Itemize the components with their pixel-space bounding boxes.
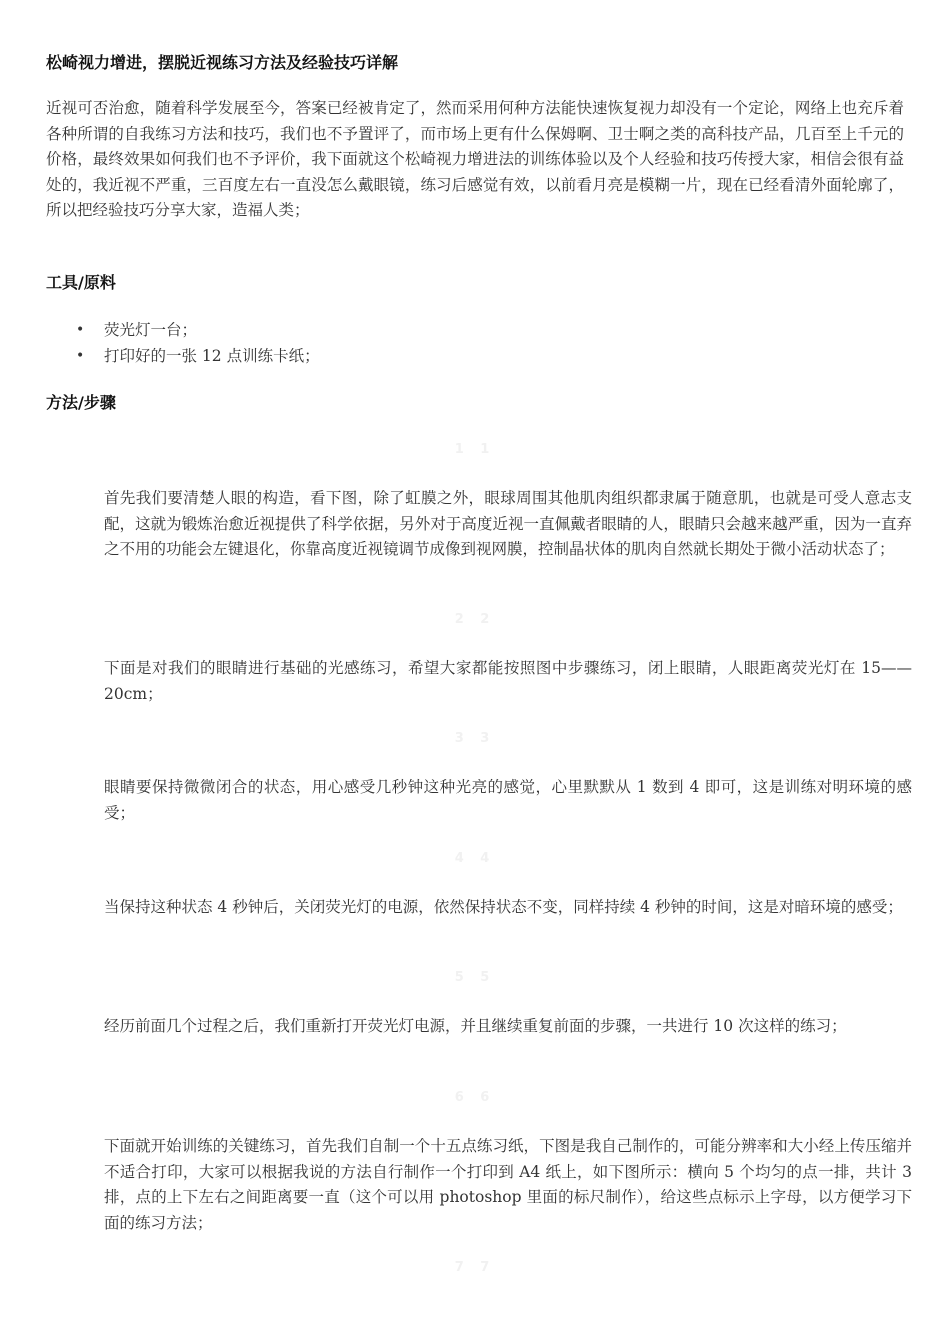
bullet-icon: • (76, 347, 85, 364)
step-number: 6 6 (454, 1090, 496, 1105)
list-item (46, 344, 904, 370)
list-item (46, 318, 904, 344)
bullet-icon: • (76, 322, 85, 338)
step-text: 下面就开始训练的关键练习，首先我们自制一个十五点练习纸，下图是我自己制作的，可能分辨率和大小经上传压缩并不适合打印，大家可以根据我说的方法自行制作一个打印到 A4 纸上，如下图所示：横向 5 个均匀的点一排，共计 3 排，点的上下左右之间距离要一直（这个可以用 photoshop 里面的标尺制作），给这些点标示上字母，以方便学习下面的练习方法； (104, 1137, 912, 1232)
tool-item-label: 打印好的一张 12 点训练卡纸； (104, 346, 320, 365)
step-number: 2 2 (454, 612, 496, 627)
step-number: 4 4 (454, 851, 496, 866)
step-text: 眼睛要保持微微闭合的状态，用心感受几秒钟这种光亮的感觉，心里默默从 1 数到 4 即可，这是训练对明环境的感受； (104, 778, 912, 822)
tool-item-label: 荧光灯一台； (104, 321, 198, 339)
intro-paragraph: 近视可否治愈，随着科学发展至今，答案已经被肯定了，然而采用何种方法能快速恢复视力却没有一个定论，网络上也充斥着各种所谓的自我练习方法和技巧，我们也不予置评了，而市场上更有什么保姆啊、卫士啊之类的高科技产品，几百至上千元的价格，最终效果如何我们也不予评价，我下面就这个松崎视力增进法的训练体验以及个人经验和技巧传授大家，相信会很有益处的，我近视不严重，三百度左右一直没怎么戴眼镜，练习后感觉有效，以前看月亮是模糊一片，现在已经看清外面轮廓了，所以把经验技巧分享大家，造福人类； (46, 99, 904, 219)
step-number: 7 7 (454, 1260, 496, 1275)
step-number: 5 5 (454, 970, 496, 985)
method-heading: 方法/步骤 (46, 393, 116, 412)
step-number: 3 3 (454, 731, 496, 746)
tools-list (46, 318, 904, 369)
step-text: 当保持这种状态 4 秒钟后，关闭荧光灯的电源，依然保持状态不变，同样持续 4 秒钟的时间，这是对暗环境的感受； (104, 898, 903, 916)
article-title: 松崎视力增进，摆脱近视练习方法及经验技巧详解 (46, 53, 399, 72)
tools-heading: 工具/原料 (46, 273, 116, 292)
step-text: 首先我们要清楚人眼的构造，看下图，除了虹膜之外，眼球周围其他肌肉组织都隶属于随意肌，也就是可受人意志支配，这就为锻炼治愈近视提供了科学依据，另外对于高度近视一直佩戴者眼睛的人，眼睛只会越来越严重，因为一直弃之不用的功能会左键退化，你靠高度近视镜调节成像到视网膜，控制晶状体的肌肉自然就长期处于微小活动状态了； (104, 489, 912, 558)
step-number: 1 1 (454, 442, 496, 457)
step-text: 经历前面几个过程之后，我们重新打开荧光灯电源，并且继续重复前面的步骤，一共进行 10 次这样的练习； (104, 1017, 847, 1035)
step-text: 下面是对我们的眼睛进行基础的光感练习，希望大家都能按照图中步骤练习，闭上眼睛，人眼距离荧光灯在 15——20cm； (104, 659, 912, 703)
